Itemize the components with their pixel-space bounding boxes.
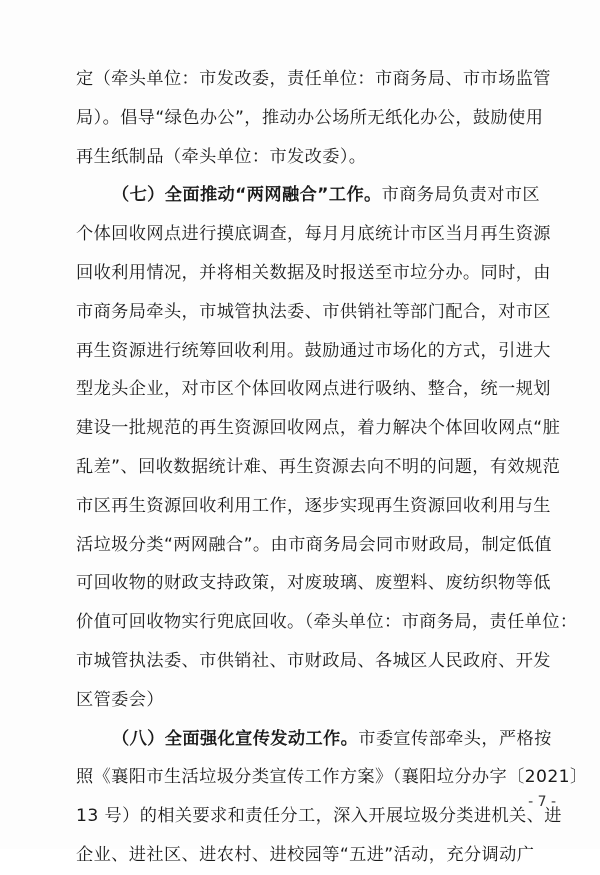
- text-line: 价值可回收物实行兜底回收。（牵头单位：市商务局，责任单位：: [76, 612, 578, 633]
- section-8-heading: （八）全面强化宣传发动工作。: [112, 728, 359, 749]
- text-line: 回收利用情况，并将相关数据及时报送至市垃分办。同时，由: [76, 262, 551, 283]
- text-line: 乱差”、回收数据统计难、再生资源去向不明的问题，有效规范: [76, 456, 561, 477]
- body-text: [76, 60, 588, 875]
- text-line: 型龙头企业，对市区个体回收网点进行吸纳、整合，统一规划: [76, 379, 551, 400]
- section-8-first-line: [76, 720, 552, 759]
- text-span: 市商务局负责对市区: [381, 185, 540, 206]
- text-line: 市区再生资源回收利用工作，逐步实现再生资源回收利用与生: [76, 495, 551, 516]
- section-7-heading: （七）全面推动“两网融合”工作。: [112, 185, 382, 206]
- page-number: - 7 -: [528, 794, 556, 810]
- text-line: 个体回收网点进行摸底调查，每月月底统计市区当月再生资源: [76, 224, 551, 245]
- text-line: 13 号）的相关要求和责任分工，深入开展垃圾分类进机关、进: [76, 806, 562, 827]
- text-line: 定（牵头单位：市发改委，责任单位：市商务局、市市场监管: [76, 69, 551, 89]
- text-line: 可回收物的财政支持政策，对废玻璃、废塑料、废纺织物等低: [76, 573, 551, 594]
- text-line: 活垃圾分类“两网融合”。由市商务局会同市财政局，制定低值: [76, 534, 552, 555]
- text-line: 再生纸制品（牵头单位：市发改委）。: [76, 146, 367, 167]
- text-line: 建设一批规范的再生资源回收网点，着力解决个体回收网点“脏: [76, 418, 561, 439]
- text-line: 企业、进社区、进农村、进校园等“五进”活动，充分调动广: [76, 844, 535, 865]
- text-line: 区管委会）: [76, 689, 164, 710]
- text-line: 市商务局牵头，市城管执法委、市供销社等部门配合，对市区: [76, 301, 551, 322]
- section-7-first-line: [76, 176, 540, 215]
- text-line: 再生资源进行统筹回收利用。鼓励通过市场化的方式，引进大: [76, 340, 551, 361]
- text-line: 局）。倡导“绿色办公”，推动办公场所无纸化办公，鼓励使用: [76, 107, 544, 128]
- text-line: 照《襄阳市生活垃圾分类宣传工作方案》（襄阳垃分办字〔2021〕: [76, 767, 588, 788]
- text-line: 市城管执法委、市供销社、市财政局、各城区人民政府、开发: [76, 650, 551, 671]
- text-span: 市委宣传部牵头，严格按: [358, 728, 552, 749]
